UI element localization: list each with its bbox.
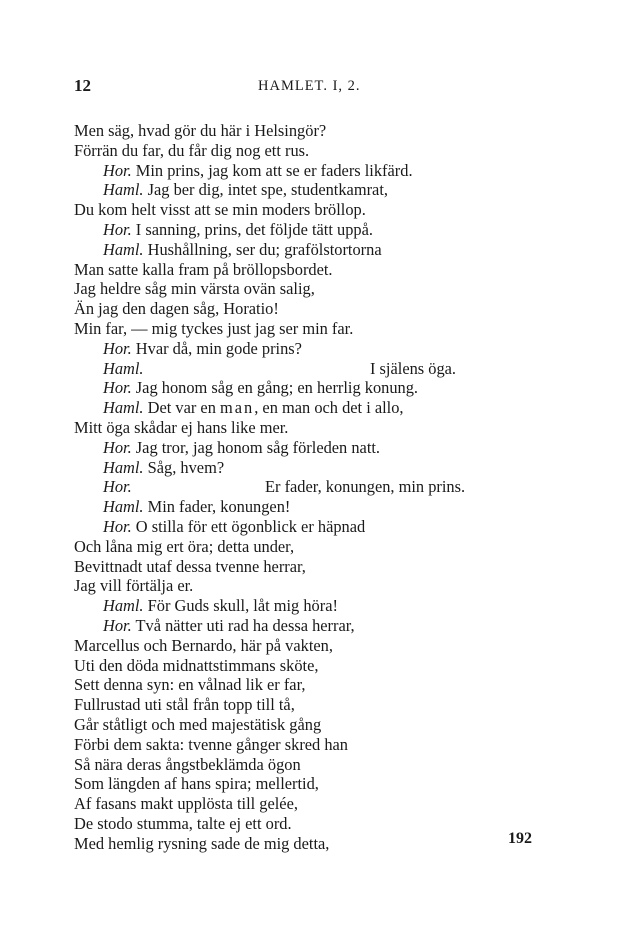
line-text: Min fader, konungen!: [143, 497, 291, 517]
speaker-name: Hor.: [103, 516, 132, 536]
verse-line: [74, 557, 554, 577]
verse-line: [74, 339, 554, 359]
verse-line: [74, 220, 554, 240]
line-text: Min far, — mig tyckes just jag ser min far.: [74, 318, 354, 338]
line-text: Fullrustad uti stål från topp till tå,: [74, 695, 295, 715]
line-text: Som längden af hans spira; mellertid,: [74, 774, 319, 794]
verse-line: [74, 279, 554, 299]
verse-line: [74, 359, 554, 379]
speaker-name: Hor.: [103, 338, 132, 358]
line-text: Såg, hvem?: [143, 457, 225, 477]
speaker-name: Haml.: [103, 180, 144, 200]
line-text: Mitt öga skådar ej hans like mer.: [74, 417, 289, 437]
verse-line: [74, 794, 554, 814]
verse-line: [74, 537, 554, 557]
speaker-name: Haml.: [103, 457, 144, 477]
verse-text: [74, 121, 554, 853]
verse-line: [74, 299, 554, 319]
line-text: För Guds skull, låt mig höra!: [143, 596, 338, 616]
verse-line: [74, 774, 554, 794]
line-text: Men säg, hvad gör du här i Helsingör?: [74, 121, 327, 140]
emphasized-word: man: [220, 398, 255, 418]
line-text: Jag vill förtälja er.: [74, 576, 194, 596]
verse-line: [74, 636, 554, 656]
verse-line: [74, 200, 554, 220]
line-text: I själens öga.: [370, 358, 457, 378]
verse-line: [74, 180, 554, 200]
speaker-name: Haml.: [103, 358, 144, 378]
verse-line: [74, 319, 554, 339]
verse-line: [74, 378, 554, 398]
line-text: Uti den döda midnattstimmans sköte,: [74, 655, 319, 675]
speaker-name: Hor.: [103, 437, 132, 457]
speaker-name: Haml.: [103, 596, 144, 616]
running-title: HAMLET. I, 2.: [258, 78, 361, 94]
verse-line: [74, 576, 554, 596]
line-text: Hvar då, min gode prins?: [131, 338, 302, 358]
line-text: I sanning, prins, det följde tätt uppå.: [131, 219, 373, 239]
verse-line: [74, 458, 554, 478]
speaker-name: Hor.: [103, 477, 132, 497]
verse-line: [74, 497, 554, 517]
line-text: Man satte kalla fram på bröllopsbordet.: [74, 259, 333, 279]
speaker-name: Hor.: [103, 160, 132, 180]
line-text: Det var en: [143, 398, 220, 418]
verse-line: [74, 735, 554, 755]
line-text: Med hemlig rysning sade de mig detta,: [74, 833, 330, 853]
line-text: Min prins, jag kom att se er faders likfärd.: [131, 160, 413, 180]
verse-line: [74, 438, 554, 458]
verse-line: [74, 755, 554, 775]
verse-line: [74, 715, 554, 735]
speaker-name: Haml.: [103, 497, 144, 517]
verse-line: [74, 616, 554, 636]
verse-line: [74, 517, 554, 537]
page-number: 12: [74, 76, 91, 95]
line-text: Jag ber dig, intet spe, studentkamrat,: [143, 180, 388, 200]
verse-line: [74, 121, 554, 141]
speaker-name: Haml.: [103, 239, 144, 259]
line-text: Af fasans makt upplösta till gelée,: [74, 794, 298, 814]
line-text: Förbi dem sakta: tvenne gånger skred han: [74, 734, 349, 754]
line-text: , en man och det i allo,: [254, 398, 404, 418]
line-text: Jag honom såg en gång; en herrlig konung.: [131, 378, 419, 398]
verse-line: [74, 398, 554, 418]
speaker-name: Hor.: [103, 219, 132, 239]
verse-line: [74, 834, 554, 854]
line-text: Marcellus och Bernardo, här på vakten,: [74, 635, 333, 655]
verse-line: [74, 695, 554, 715]
line-text: O stilla för ett ögonblick er häpnad: [131, 516, 366, 536]
line-text: De stodo stumma, talte ej ett ord.: [74, 813, 292, 833]
line-text: Går ståtligt och med majestätisk gång: [74, 714, 322, 734]
verse-line: [74, 141, 554, 161]
verse-line: [74, 418, 554, 438]
verse-line: [74, 596, 554, 616]
verse-line: [74, 260, 554, 280]
line-text: Du kom helt visst att se min moders bröllop.: [74, 200, 366, 220]
line-text: Och låna mig ert öra; detta under,: [74, 536, 295, 556]
line-text: Jag tror, jag honom såg förleden natt.: [131, 437, 381, 457]
verse-line: [74, 477, 554, 497]
verse-line: [74, 161, 554, 181]
verse-line: [74, 656, 554, 676]
speaker-name: Haml.: [103, 398, 144, 418]
line-text: Jag heldre såg min värsta ovän salig,: [74, 279, 315, 299]
signature-mark: 192: [508, 830, 532, 847]
line-text: Än jag den dagen såg, Horatio!: [74, 299, 279, 319]
line-text: Sett denna syn: en vålnad lik er far,: [74, 675, 306, 695]
line-text: Förrän du far, du får dig nog ett rus.: [74, 140, 310, 160]
verse-line: [74, 675, 554, 695]
line-text: Hushållning, ser du; grafölstortorna: [143, 239, 382, 259]
line-text: Er fader, konungen, min prins.: [265, 477, 466, 497]
line-text: Två nätter uti rad ha dessa herrar,: [131, 615, 355, 635]
line-text: Bevittnadt utaf dessa tvenne herrar,: [74, 556, 306, 576]
verse-line: [74, 814, 554, 834]
speaker-name: Hor.: [103, 378, 132, 398]
verse-line: [74, 240, 554, 260]
line-text: Så nära deras ångstbeklämda ögon: [74, 754, 301, 774]
speaker-name: Hor.: [103, 615, 132, 635]
